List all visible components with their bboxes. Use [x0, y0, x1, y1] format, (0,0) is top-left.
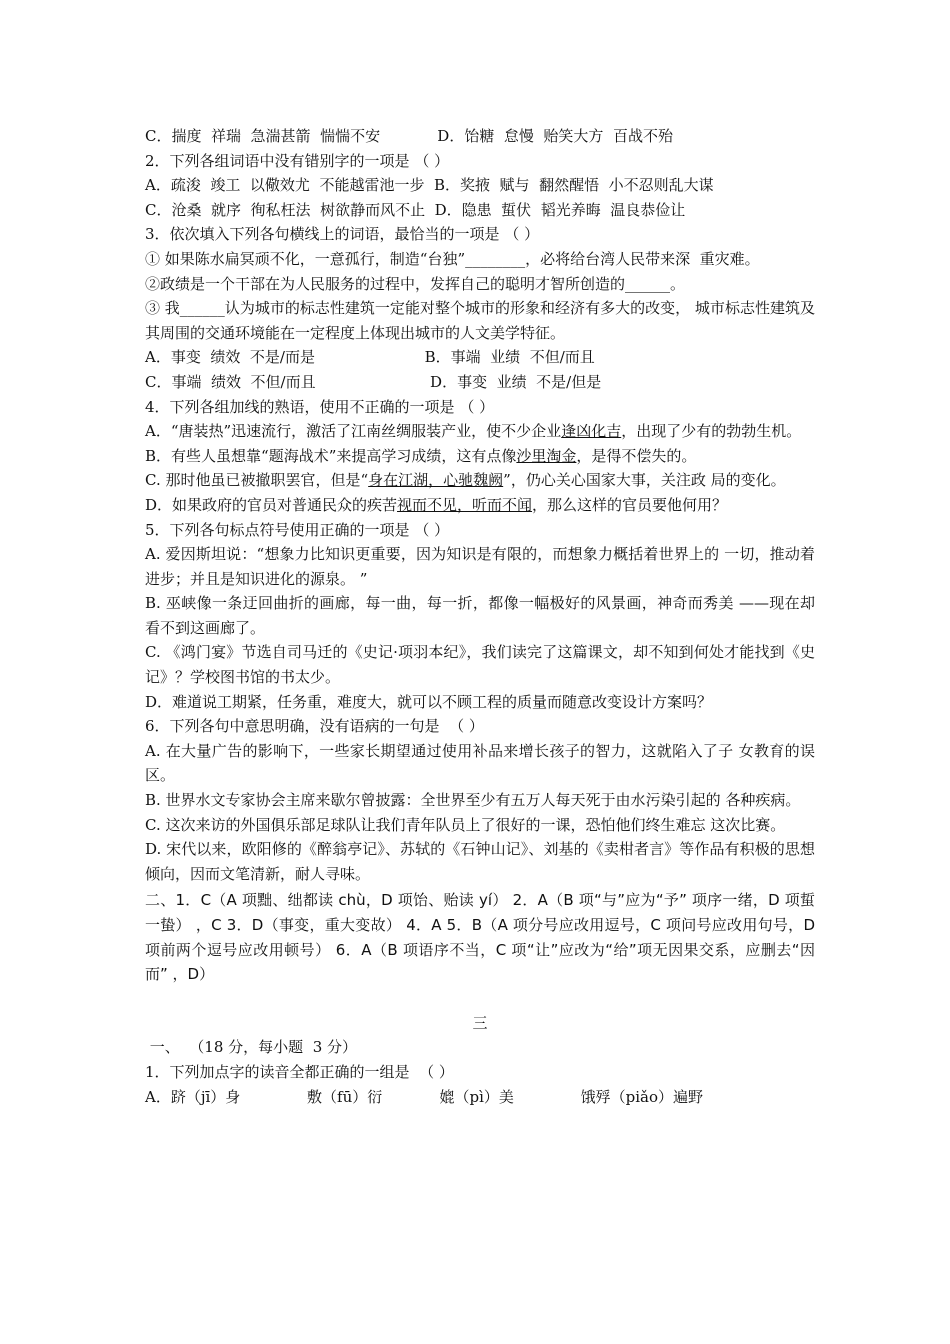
question-6-option-c: C. 这次来访的外国俱乐部足球队让我们青年队员上了很好的一课，恐怕他们终生难忘 这次比赛。: [145, 815, 786, 834]
document-page: [145, 124, 815, 1109]
question-2-options-ab: A．疏浚 竣工 以儆效尤 不能越雷池一步 B．奖掖 赋与 翻然醒悟 小不忍则乱大谋: [145, 176, 714, 195]
question-3-options-ab: A．事变 绩效 不是/而是 B．事端 业绩 不但/而且: [145, 348, 595, 367]
question-4-option-c: C. 那时他虽已被撤职罢官，但是“身在江湖，心驰魏阙”，仍心关心国家大事，关注政 局的变化。: [145, 471, 786, 490]
underlined-idiom: 视而不见，听而不闻: [397, 495, 533, 514]
section-3-part-heading: 一、 （18 分，每小题 3 分）: [145, 1038, 358, 1057]
underlined-idiom: 沙里淘金: [516, 446, 577, 465]
question-3-sentence-3: ③ 我______认为城市的标志性建筑一定能对整个城市的形象和经济有多大的改变， 城市标志性建筑及其周围的交通环境能在一定程度上体现出城市的人文美学特征。: [145, 299, 815, 342]
question-2-options-cd: C．沧桑 就序 徇私枉法 树欲静而风不止 D．隐患 蜇伏 韬光养晦 温良恭俭让: [145, 200, 686, 219]
question-4-option-a: A．“唐装热”迅速流行，激活了江南丝绸服装产业，使不少企业逢凶化吉，出现了少有的勃勃生机。: [145, 422, 802, 441]
section-3-question-1: 1．下列加点字的读音全都正确的一组是 （ ）: [145, 1062, 454, 1081]
question-3-sentence-2: ②政绩是一个干部在为人民服务的过程中，发挥自己的聪明才智所创造的______。: [145, 274, 686, 293]
underlined-idiom: 逢凶化吉: [561, 422, 622, 441]
question-2: 2．下列各组词语中没有错别字的一项是 （ ）: [145, 151, 450, 170]
underlined-idiom: 身在江湖，心驰魏阙: [368, 471, 504, 490]
section-heading: 三: [472, 1013, 488, 1032]
question-4: 4．下列各组加线的熟语，使用不正确的一项是 （ ）: [145, 397, 495, 416]
question-5-option-c: C. 《鸿门宴》节选自司马迁的《史记·项羽本纪》，我们读完了这篇课文，却不知到何处才能找到《史 记》？学校图书馆的书太少。: [145, 643, 815, 687]
question-3-options-cd: C．事端 绩效 不但/而且 D．事变 业绩 不是/但是: [145, 372, 602, 391]
question-5-option-d: D．难道说工期紧，任务重，难度大，就可以不顾工程的质量而随意改变设计方案吗？: [145, 692, 713, 711]
question-6-option-a: A. 在大量广告的影响下，一些家长期望通过使用补品来增长孩子的智力，这就陷入了子 女教育的误区。: [145, 741, 815, 785]
question-3-sentence-1: ① 如果陈水扁冥顽不化，一意孤行，制造“台独”________，必将给台湾人民带来深 重灾难。: [145, 249, 760, 268]
question-6-option-b: B. 世界水文专家协会主席来歇尔曾披露：全世界至少有五万人每天死于由水污染引起的 各种疾病。: [145, 791, 801, 810]
question-5: 5．下列各句标点符号使用正确的一项是 （ ）: [145, 520, 450, 539]
question-5-option-a: A. 爱因斯坦说：“想象力比知识更重要，因为知识是有限的，而想象力概括着世界上的 一切，推动着进步；并且是知识进化的源泉。 ”: [145, 545, 815, 588]
question-3: 3．依次填入下列各句横线上的词语，最恰当的一项是 （ ）: [145, 225, 540, 244]
question-4-option-b: B．有些人虽想靠“题海战术”来提高学习成绩，这有点像沙里淘金，是得不偿失的。: [145, 446, 697, 465]
section-3-question-1-option-a: A．跻（jī）身 敷（fū）衍 媲（pì）美 饿殍（piǎo）遍野: [145, 1087, 703, 1106]
question-6: 6．下列各句中意思明确，没有语病的一句是 （ ）: [145, 717, 484, 736]
question-4-option-d: D．如果政府的官员对普通民众的疾苦视而不见，听而不闻，那么这样的官员要他何用？: [145, 495, 728, 514]
question-6-option-d: D. 宋代以来，欧阳修的《醉翁亭记》、苏轼的《石钟山记》、刘基的《卖柑者言》等作品有积极的思想倾向，因而文笔清新，耐人寻味。: [145, 840, 815, 883]
answer-key: 二、1．C（A 项黜、绌都读 chù，D 项饴、贻读 yí） 2．A（B 项“与”应为“予” 项序一绪，D 项蜇一蛰） ，C 3．D（事变，重大变故） 4．A 5．B（A 项分号应改用逗号，C 项问号应改用句号，D 项前两个逗号应改用顿号） 6．A（B 项语序不当，C 项“让”应改为“给”项无因果交系，应删去“因而” ，D）: [145, 891, 815, 984]
option-line-c-d: C．揣度 祥瑞 急湍甚箭 惴惴不安 D．饴糖 怠慢 贻笑大方 百战不殆: [145, 127, 673, 145]
question-5-option-b: B. 巫峡像一条迂回曲折的画廊，每一曲，每一折，都像一幅极好的风景画，神奇而秀美 ——现在却看不到这画廊了。: [145, 594, 815, 637]
